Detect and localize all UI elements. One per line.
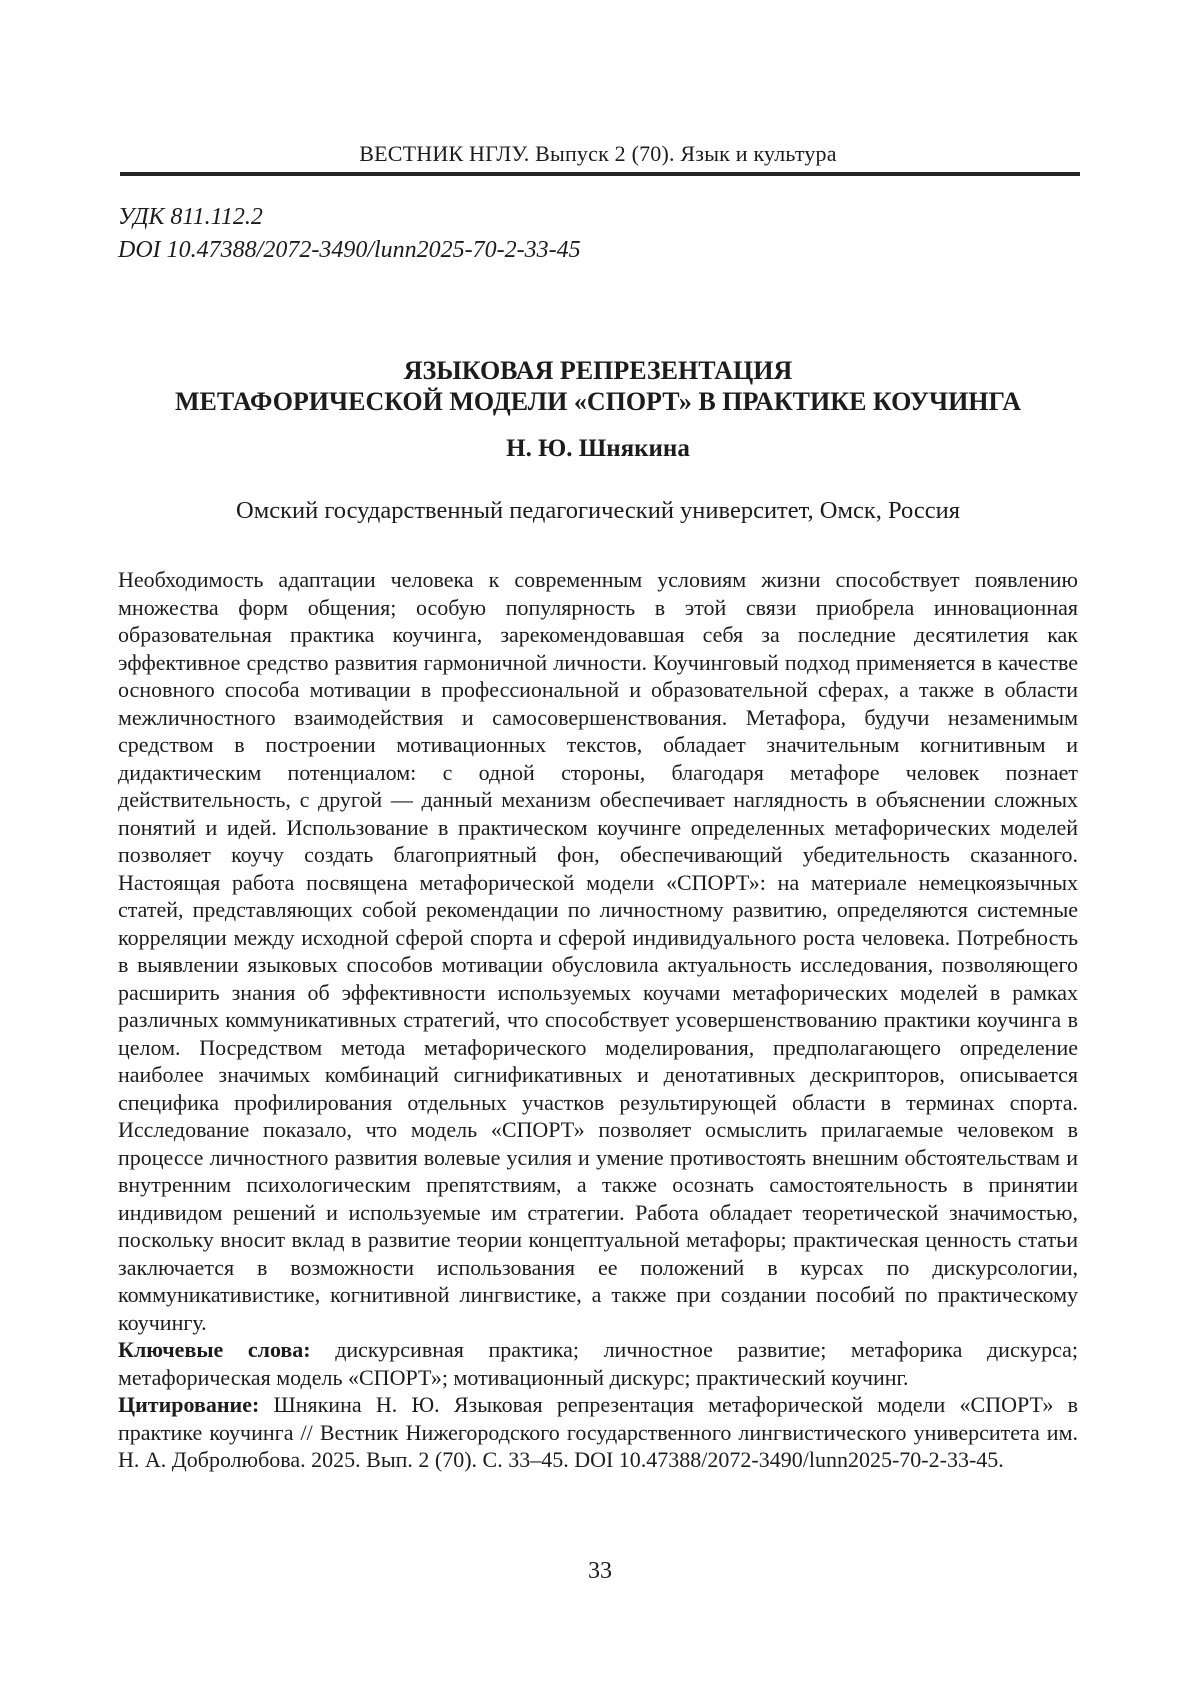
article-title-line1: ЯЗЫКОВАЯ РЕПРЕЗЕНТАЦИЯ — [403, 356, 793, 386]
page-number: 33 — [588, 1558, 612, 1584]
keywords-paragraph — [118, 1336, 1078, 1391]
citation-label: Цитирование: — [118, 1392, 260, 1417]
author-name: Н. Ю. Шнякина — [506, 435, 690, 462]
header-rule — [120, 172, 1080, 176]
article-meta — [118, 201, 1078, 266]
abstract-block — [118, 566, 1078, 1474]
citation-paragraph — [118, 1391, 1078, 1474]
affiliation: Омский государственный педагогический университет, Омск, Россия — [236, 497, 960, 524]
doi-line: DOI 10.47388/2072-3490/lunn2025-70-2-33-45 — [118, 236, 581, 263]
keywords-text: дискурсивная практика; личностное развитие; метафорика дискурса; метафорическая модель «СПОРТ»; мотивационный дискурс; практический коучинг. — [118, 1337, 1079, 1390]
article-title — [118, 355, 1078, 417]
keywords-label: Ключевые слова: — [118, 1337, 311, 1362]
abstract-text: Необходимость адаптации человека к современным условиям жизни способствует появлению множества форм общения; особую популярность в этой связи приобрела инновационная образовательная практика коучинга, зарекомендовавшая себя за последние десятилетия как эффективное средство развития гармоничной личности. Коучинговый подход применяется в качестве основного способа мотивации в профессиональной и образовательной сферах, а также в области межличностного взаимодействия и самосовершенствования. Метафора, будучи незаменимым средством в построении мотивационных текстов, обладает значительным когнитивным и дидактическим потенциалом: с одной стороны, благодаря метафоре человек познает действительность, с другой — данный механизм обеспечивает наглядность в объяснении сложных понятий и идей. Использование в практическом коучинге определенных метафорических моделей позволяет коучу создать благоприятный фон, обеспечивающий убедительность сказанного. Настоящая работа посвящена метафорической модели «СПОРТ»: на материале немецкоязычных статей, представляющих собой рекомендации по личностному развитию, определяются системные корреляции между исходной сферой спорта и сферой индивидуального роста человека. Потребность в выявлении языковых способов мотивации обусловила актуальность исследования, позволяющего расширить знания об эффективности используемых коучами метафорических моделей в рамках различных коммуникативных стратегий, что способствует усовершенствованию практики коучинга в целом. Посредством метода метафорического моделирования, предполагающего определение наиболее значимых комбинаций сигнификативных и денотативных дескрипторов, описывается специфика профилирования отдельных участков результирующей области в терминах спорта. Исследование показало, что модель «СПОРТ» позволяет осмыслить прилагаемые человеком в процессе личностного развития волевые усилия и умение противостоять внешним обстоятельствам и внутренним психологическим препятствиям, а также осознать самостоятельность в принятии индивидом решений и используемые им стратегии. Работа обладает теоретической значимостью, поскольку вносит вклад в развитие теории концептуальной метафоры; практическая ценность статьи заключается в возможности использования ее положений в курсах по дискурсологии, коммуникативистике, когнитивной лингвистике, а также при создании пособий по практическому коучингу. — [118, 567, 1078, 1335]
udc-line: УДК 811.112.2 — [118, 204, 263, 230]
running-head: ВЕСТНИК НГЛУ. Выпуск 2 (70). Язык и культура — [359, 141, 837, 166]
article-title-line2: МЕТАФОРИЧЕСКОЙ МОДЕЛИ «СПОРТ» В ПРАКТИКЕ КОУЧИНГА — [174, 387, 1021, 417]
citation-text: Шнякина Н. Ю. Языковая репрезентация метафорической модели «СПОРТ» в практике коучинга // Вестник Нижегородского государственного лингвистического университета им. Н. А. Добролюбова. 2025. Вып. 2 (70). С. 33–45. DOI 10.47388/2072-3490/lunn2025-70-2-33-45. — [118, 1392, 1078, 1472]
